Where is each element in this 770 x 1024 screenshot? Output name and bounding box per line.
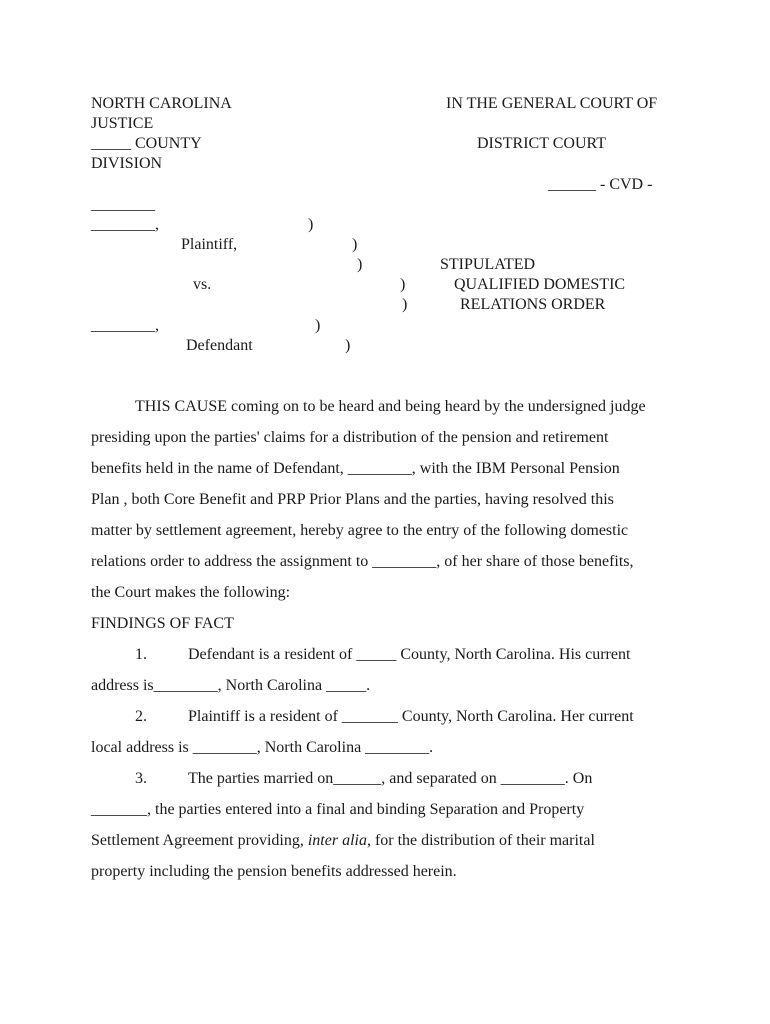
plaintiff-name-blank: ________: [91, 196, 155, 213]
defendant-label: Defendant: [186, 337, 253, 354]
justice-label: JUSTICE: [91, 115, 154, 132]
county-field: _____ COUNTY: [91, 135, 202, 152]
district-court-label: DISTRICT COURT: [477, 135, 606, 152]
intro-line: THIS CAUSE coming on to be heard and being heard by the undersigned judge: [135, 398, 646, 415]
finding-text: Defendant is a resident of _____ County, North Carolina. His current: [188, 646, 631, 663]
court-title: IN THE GENERAL COURT OF: [446, 95, 658, 112]
finding-text: [91, 831, 595, 851]
finding-text-segment: Settlement Agreement providing,: [91, 832, 308, 849]
finding-text: local address is ________, North Carolina ________.: [91, 739, 434, 756]
intro-line: matter by settlement agreement, hereby agree to the entry of the following domestic: [91, 522, 629, 539]
findings-heading: FINDINGS OF FACT: [91, 615, 234, 632]
intro-line: benefits held in the name of Defendant, ________, with the IBM Personal Pension: [91, 460, 620, 477]
order-title-line-2: QUALIFIED DOMESTIC: [454, 276, 626, 293]
caption-paren: ): [345, 337, 351, 354]
plaintiff-label: Plaintiff,: [181, 236, 238, 253]
intro-line: Plan , both Core Benefit and PRP Prior Plans and the parties, having resolved this: [91, 491, 614, 508]
finding-number: 3.: [135, 770, 147, 787]
defendant-name-blank: ________,: [91, 317, 159, 334]
intro-line: presiding upon the parties' claims for a distribution of the pension and retirement: [91, 429, 609, 446]
order-title-line-1: STIPULATED: [440, 256, 536, 273]
caption-paren: ): [352, 236, 358, 253]
finding-number: 2.: [135, 708, 147, 725]
plaintiff-name-blank-2: ________,: [91, 216, 159, 233]
finding-text: _______, the parties entered into a final and binding Separation and Property: [91, 801, 585, 818]
caption-paren: ): [315, 317, 321, 334]
finding-number: 1.: [135, 646, 147, 663]
latin-phrase: inter alia: [307, 832, 367, 849]
state-name: NORTH CAROLINA: [91, 95, 232, 112]
intro-line: the Court makes the following:: [91, 584, 291, 601]
finding-text: address is________, North Carolina _____.: [91, 677, 371, 694]
finding-text: property including the pension benefits addressed herein.: [91, 863, 457, 880]
caption-paren: ): [402, 296, 408, 313]
division-label: DIVISION: [91, 155, 163, 172]
finding-text: Plaintiff is a resident of _______ County, North Carolina. Her current: [188, 708, 634, 725]
versus-label: vs.: [193, 276, 212, 293]
order-title-line-3: RELATIONS ORDER: [460, 296, 606, 313]
finding-text-segment: , for the distribution of their marital: [366, 832, 595, 849]
caption-paren: ): [308, 216, 314, 233]
caption-paren: ): [400, 276, 406, 293]
case-number-field: ______ - CVD -: [548, 176, 653, 193]
intro-line: relations order to address the assignment to ________, of her share of those benefits,: [91, 553, 634, 570]
caption-paren: ): [357, 256, 363, 273]
finding-text: The parties married on______, and separated on ________. On: [188, 770, 593, 787]
